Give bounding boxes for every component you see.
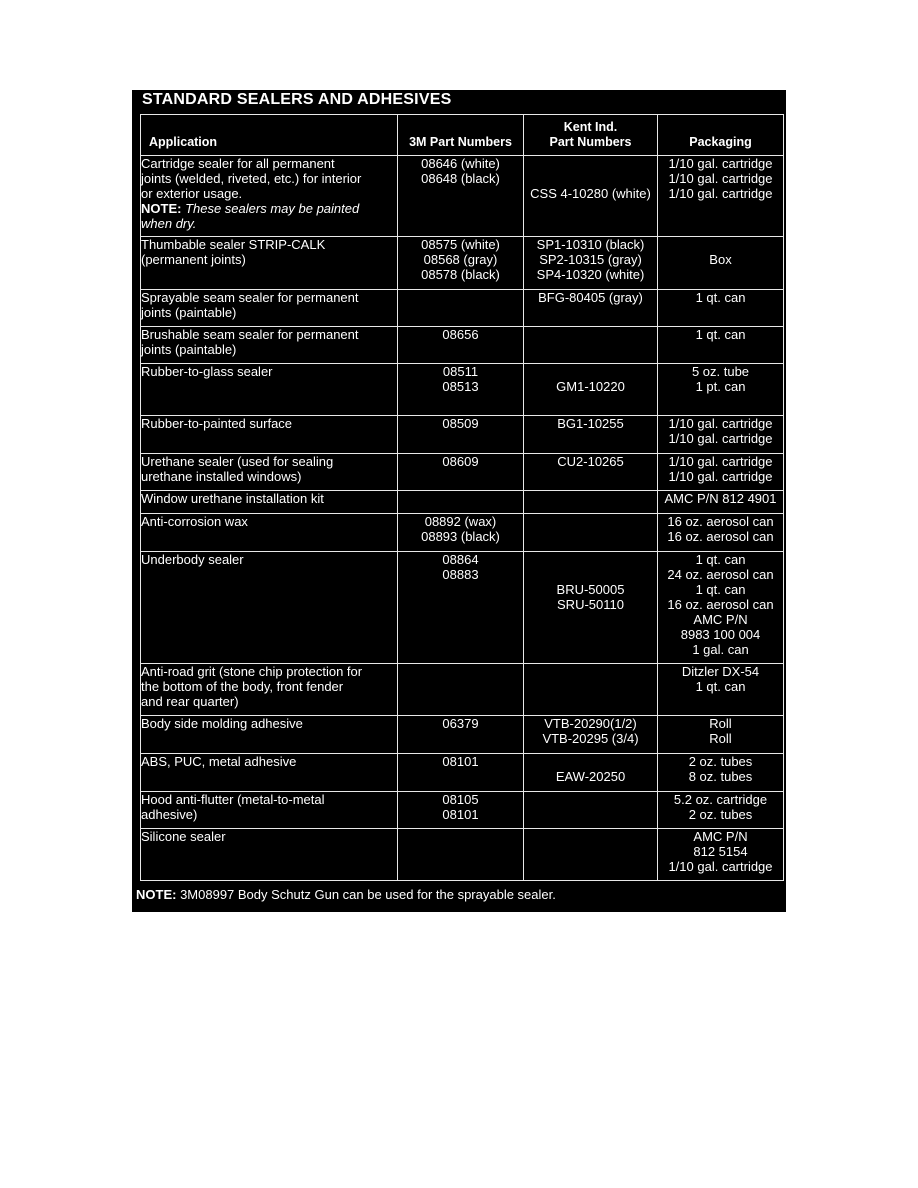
cell-application — [141, 364, 398, 416]
header-kent-line1: Kent Ind. — [563, 120, 618, 134]
cell-kent-part-numbers — [524, 792, 658, 829]
packaging-line: 1/10 gal. cartridge — [668, 416, 773, 431]
packaging-line: 2 oz. tubes — [688, 807, 753, 822]
application-text: Urethane sealer (used for sealing urethane installed windows) — [141, 454, 334, 484]
packaging-line: 812 5154 — [693, 844, 748, 859]
packaging-line: 1 qt. can — [695, 582, 746, 597]
table-row — [141, 454, 784, 491]
sealers-panel — [132, 90, 786, 912]
cell-application — [141, 491, 398, 514]
cell-3m-part-numbers — [398, 829, 524, 881]
application-text: ABS, PUC, metal adhesive — [141, 754, 297, 769]
application-text: Anti-road grit (stone chip protection for the bottom of the body, front fender and rear quarter) — [141, 664, 363, 709]
cell-application — [141, 290, 398, 327]
packaging-line: 1/10 gal. cartridge — [668, 469, 773, 484]
application-text: Rubber-to-painted surface — [141, 416, 293, 431]
cell-3m-part-numbers — [398, 792, 524, 829]
table-header-row — [141, 115, 784, 156]
packaging-line — [658, 237, 783, 252]
page-title: STANDARD SEALERS AND ADHESIVES — [142, 91, 452, 108]
kent-part-number: SP4-10320 (white) — [536, 267, 645, 282]
packaging-line: AMC P/N 812 4901 — [664, 491, 777, 506]
packaging-line: 1 qt. can — [695, 679, 746, 694]
cell-packaging — [658, 754, 784, 792]
packaging-line: 16 oz. aerosol can — [667, 597, 774, 612]
3m-part-number: 08656 — [442, 327, 479, 342]
application-text: Body side molding adhesive — [141, 716, 303, 731]
cell-kent-part-numbers — [524, 514, 658, 552]
cell-packaging — [658, 491, 784, 514]
cell-3m-part-numbers — [398, 664, 524, 716]
packaging-line: 1 qt. can — [695, 552, 746, 567]
cell-3m-part-numbers — [398, 237, 524, 290]
kent-part-number — [524, 171, 657, 186]
3m-part-number: 08864 — [442, 552, 479, 567]
packaging-line: Box — [709, 252, 732, 267]
3m-part-number: 08578 (black) — [421, 267, 500, 282]
application-text: Hood anti-flutter (metal-to-metal adhesive) — [141, 792, 325, 822]
kent-part-number — [524, 567, 657, 582]
cell-packaging — [658, 327, 784, 364]
table-row — [141, 364, 784, 416]
3m-part-number: 06379 — [442, 716, 479, 731]
application-text: Brushable seam sealer for permanent joints (paintable) — [141, 327, 359, 357]
table-row — [141, 327, 784, 364]
cell-packaging — [658, 364, 784, 416]
packaging-line: 5 oz. tube — [691, 364, 750, 379]
3m-part-number: 08101 — [442, 807, 479, 822]
header-kent-part-numbers — [524, 115, 658, 156]
table-row — [141, 716, 784, 754]
cell-kent-part-numbers — [524, 552, 658, 664]
kent-part-number: GM1-10220 — [556, 379, 625, 394]
sealers-table — [140, 114, 784, 881]
packaging-line: 1 pt. can — [695, 379, 746, 394]
cell-packaging — [658, 792, 784, 829]
packaging-line: Roll — [709, 731, 732, 746]
header-packaging: Packaging — [658, 115, 784, 156]
header-3m-part-numbers: 3M Part Numbers — [398, 115, 524, 156]
3m-part-number: 08892 (wax) — [424, 514, 497, 529]
kent-part-number: SP2-10315 (gray) — [539, 252, 642, 267]
table-row — [141, 416, 784, 454]
application-text: Cartridge sealer for all permanent joints (welded, riveted, etc.) for interior or exterior usage. — [141, 156, 362, 201]
application-text: Rubber-to-glass sealer — [141, 364, 273, 379]
cell-packaging — [658, 664, 784, 716]
table-row — [141, 829, 784, 881]
cell-3m-part-numbers — [398, 716, 524, 754]
kent-part-number: SRU-50110 — [557, 597, 624, 612]
cell-3m-part-numbers — [398, 364, 524, 416]
cell-kent-part-numbers — [524, 156, 658, 237]
kent-part-number: BRU-50005 — [556, 582, 625, 597]
packaging-line: 16 oz. aerosol can — [667, 514, 774, 529]
3m-part-number: 08101 — [442, 754, 479, 769]
packaging-line: 8 oz. tubes — [688, 769, 753, 784]
cell-application — [141, 514, 398, 552]
packaging-line: 1/10 gal. cartridge — [668, 186, 773, 201]
packaging-line: AMC P/N — [693, 829, 748, 844]
cell-kent-part-numbers — [524, 290, 658, 327]
header-application: Application — [141, 115, 398, 156]
cell-3m-part-numbers — [398, 454, 524, 491]
packaging-line: 1 qt. can — [695, 327, 746, 342]
packaging-line: 1 gal. can — [692, 642, 749, 657]
application-text: Silicone sealer — [141, 829, 226, 844]
cell-packaging — [658, 156, 784, 237]
cell-kent-part-numbers — [524, 364, 658, 416]
footer-note — [136, 887, 556, 902]
3m-part-number: 08893 (black) — [421, 529, 500, 544]
packaging-line: 1/10 gal. cartridge — [668, 156, 773, 171]
cell-3m-part-numbers — [398, 552, 524, 664]
table-row — [141, 664, 784, 716]
application-text: Anti-corrosion wax — [141, 514, 248, 529]
cell-3m-part-numbers — [398, 416, 524, 454]
packaging-line: Roll — [709, 716, 732, 731]
application-note-label: NOTE: — [141, 201, 182, 216]
cell-packaging — [658, 290, 784, 327]
cell-application — [141, 454, 398, 491]
kent-part-number — [524, 364, 657, 379]
cell-3m-part-numbers — [398, 491, 524, 514]
cell-kent-part-numbers — [524, 237, 658, 290]
kent-part-number: CU2-10265 — [557, 454, 624, 469]
cell-kent-part-numbers — [524, 664, 658, 716]
kent-part-number: CSS 4-10280 (white) — [530, 186, 651, 201]
cell-kent-part-numbers — [524, 716, 658, 754]
cell-kent-part-numbers — [524, 829, 658, 881]
3m-part-number: 08646 (white) — [421, 156, 500, 171]
3m-part-number: 08568 (gray) — [423, 252, 498, 267]
packaging-line: 1/10 gal. cartridge — [668, 431, 773, 446]
cell-kent-part-numbers — [524, 754, 658, 792]
cell-application — [141, 552, 398, 664]
cell-packaging — [658, 454, 784, 491]
cell-packaging — [658, 829, 784, 881]
table-row — [141, 237, 784, 290]
cell-application — [141, 792, 398, 829]
cell-kent-part-numbers — [524, 416, 658, 454]
packaging-line: 8983 100 004 — [680, 627, 761, 642]
application-text: Sprayable seam sealer for permanent joints (paintable) — [141, 290, 359, 320]
cell-packaging — [658, 552, 784, 664]
kent-part-number: BFG-80405 (gray) — [538, 290, 643, 305]
table-row — [141, 514, 784, 552]
header-kent-line2: Part Numbers — [549, 135, 632, 149]
application-text: Thumbable sealer STRIP-CALK (permanent joints) — [141, 237, 326, 267]
application-text: Underbody sealer — [141, 552, 244, 567]
table-row — [141, 290, 784, 327]
3m-part-number: 08883 — [442, 567, 479, 582]
cell-3m-part-numbers — [398, 327, 524, 364]
kent-part-number: EAW-20250 — [555, 769, 626, 784]
3m-part-number: 08509 — [442, 416, 479, 431]
packaging-line: AMC P/N — [693, 612, 748, 627]
cell-application — [141, 664, 398, 716]
packaging-line: 16 oz. aerosol can — [667, 529, 774, 544]
kent-part-number: SP1-10310 (black) — [536, 237, 645, 252]
application-text: Window urethane installation kit — [141, 491, 324, 506]
cell-3m-part-numbers — [398, 754, 524, 792]
cell-packaging — [658, 237, 784, 290]
cell-3m-part-numbers — [398, 514, 524, 552]
3m-part-number: 08648 (black) — [421, 171, 500, 186]
cell-3m-part-numbers — [398, 156, 524, 237]
cell-application — [141, 156, 398, 237]
kent-part-number — [524, 156, 657, 171]
3m-part-number: 08609 — [442, 454, 479, 469]
cell-kent-part-numbers — [524, 454, 658, 491]
footer-note-label: NOTE: — [136, 887, 177, 902]
table-row — [141, 754, 784, 792]
3m-part-number: 08105 — [442, 792, 479, 807]
kent-part-number — [524, 754, 657, 769]
cell-3m-part-numbers — [398, 290, 524, 327]
packaging-line: 1/10 gal. cartridge — [668, 859, 773, 874]
application-note-text: These sealers may be painted — [181, 201, 360, 216]
kent-part-number: VTB-20290(1/2) — [544, 716, 637, 731]
cell-application — [141, 754, 398, 792]
3m-part-number: 08513 — [442, 379, 479, 394]
packaging-line: 1/10 gal. cartridge — [668, 454, 773, 469]
kent-part-number: VTB-20295 (3/4) — [542, 731, 639, 746]
packaging-line: 24 oz. aerosol can — [667, 567, 774, 582]
cell-kent-part-numbers — [524, 491, 658, 514]
packaging-line: Ditzler DX-54 — [681, 664, 760, 679]
application-note-text-cont: when dry. — [141, 216, 197, 231]
table-row — [141, 156, 784, 237]
packaging-line: 2 oz. tubes — [688, 754, 753, 769]
table-row — [141, 792, 784, 829]
table-row — [141, 491, 784, 514]
cell-application — [141, 416, 398, 454]
cell-packaging — [658, 716, 784, 754]
kent-part-number: BG1-10255 — [557, 416, 624, 431]
packaging-line: 1/10 gal. cartridge — [668, 171, 773, 186]
cell-packaging — [658, 416, 784, 454]
cell-application — [141, 829, 398, 881]
cell-application — [141, 716, 398, 754]
cell-packaging — [658, 514, 784, 552]
cell-application — [141, 327, 398, 364]
table-row — [141, 552, 784, 664]
packaging-line: 1 qt. can — [695, 290, 746, 305]
3m-part-number: 08511 — [442, 364, 479, 379]
cell-kent-part-numbers — [524, 327, 658, 364]
3m-part-number: 08575 (white) — [421, 237, 500, 252]
footer-note-text: 3M08997 Body Schutz Gun can be used for the sprayable sealer. — [176, 887, 556, 902]
kent-part-number — [524, 552, 657, 567]
table-body — [141, 156, 784, 881]
cell-application — [141, 237, 398, 290]
packaging-line: 5.2 oz. cartridge — [673, 792, 768, 807]
